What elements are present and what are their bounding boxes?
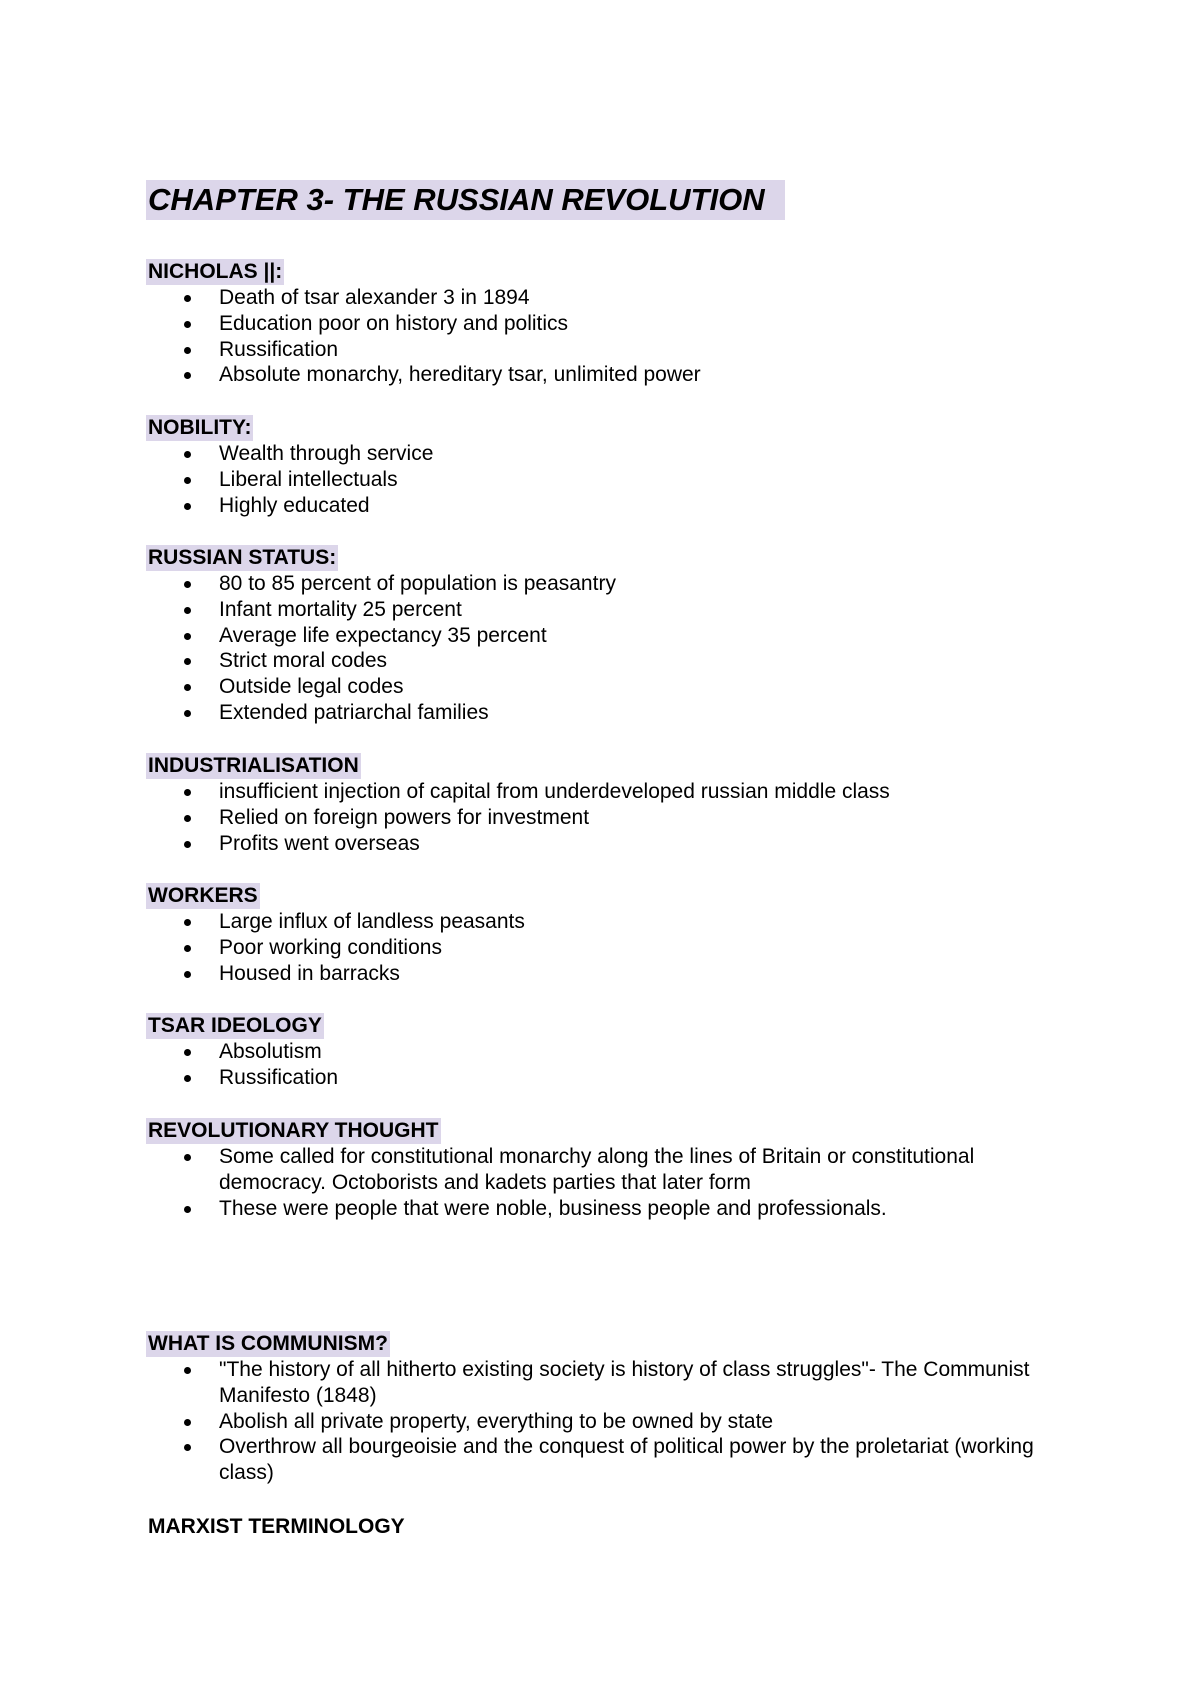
list-item (146, 961, 1066, 987)
bullet-icon (184, 607, 191, 614)
bullet-icon (184, 684, 191, 691)
list-item-text: Outside legal codes (219, 675, 404, 699)
bullet-icon (184, 451, 191, 458)
bullet-icon (184, 633, 191, 640)
bullet-icon (184, 919, 191, 926)
section-heading: NOBILITY: (148, 416, 252, 439)
section-russian-status (146, 545, 1066, 726)
section-tsar-ideology (146, 1013, 1066, 1091)
section-heading: MARXIST TERMINOLOGY (148, 1515, 405, 1538)
list-item (146, 1196, 1066, 1222)
list-item-text: insufficient injection of capital from underdeveloped russian middle class (219, 780, 890, 803)
list-item-text: Average life expectancy 35 percent (219, 623, 547, 647)
list-item (146, 441, 1066, 467)
bullet-list (146, 1039, 1066, 1091)
list-item-text: Russification (219, 1065, 339, 1089)
bullet-icon (184, 841, 191, 848)
bullet-icon (184, 295, 191, 302)
section-heading: REVOLUTIONARY THOUGHT (148, 1119, 439, 1142)
section-heading: RUSSIAN STATUS: (148, 546, 337, 569)
bullet-icon (184, 581, 191, 588)
bullet-list (146, 909, 1066, 986)
list-item (146, 648, 1066, 674)
list-item (146, 597, 1066, 623)
bullet-list (146, 1357, 1066, 1486)
bullet-icon (184, 1154, 191, 1161)
bullet-icon (184, 1206, 191, 1213)
bullet-icon (184, 789, 191, 796)
section-heading: TSAR IDEOLOGY (148, 1014, 322, 1037)
bullet-list (146, 285, 1066, 388)
list-item-text: Extended patriarchal families (219, 700, 489, 724)
bullet-icon (184, 372, 191, 379)
list-item (146, 1434, 1066, 1486)
list-item (146, 623, 1066, 649)
list-item (146, 805, 1066, 831)
bullet-icon (184, 1419, 191, 1426)
section-marxist-terminology (146, 1514, 1066, 1540)
document-title: CHAPTER 3- THE RUSSIAN REVOLUTION (146, 180, 785, 220)
bullet-list (146, 441, 1066, 518)
list-item (146, 779, 1066, 805)
bullet-icon (184, 477, 191, 484)
section-industrialisation (146, 753, 1066, 856)
list-item-text: Some called for constitutional monarchy along the lines of Britain or constitutional democracy. Octoborists and kadets parties that later form (219, 1145, 975, 1194)
list-item (146, 467, 1066, 493)
bullet-list (146, 571, 1066, 726)
list-item (146, 1357, 1066, 1409)
list-item-text: Relied on foreign powers for investment (219, 805, 590, 829)
list-item-text: Russification (219, 337, 339, 361)
list-item (146, 285, 1066, 311)
list-item-text: 80 to 85 percent of population is peasantry (219, 572, 616, 595)
list-item-text: Liberal intellectuals (219, 467, 398, 491)
list-item-text: These were people that were noble, business people and professionals. (219, 1196, 887, 1220)
list-item (146, 1039, 1066, 1065)
list-item (146, 1065, 1066, 1091)
list-item-text: "The history of all hitherto existing society is history of class struggles"- The Communist Manifesto (1848) (219, 1358, 1030, 1407)
bullet-icon (184, 971, 191, 978)
section-revolutionary-thought (146, 1118, 1066, 1221)
list-item-text: Wealth through service (219, 442, 434, 465)
bullet-icon (184, 1049, 191, 1056)
section-nobility (146, 415, 1066, 518)
bullet-list (146, 1144, 1066, 1221)
list-item-text: Death of tsar alexander 3 in 1894 (219, 286, 530, 309)
section-heading: NICHOLAS ||: (148, 260, 283, 283)
bullet-icon (184, 945, 191, 952)
list-item-text: Abolish all private property, everything to be owned by state (219, 1409, 774, 1433)
bullet-icon (184, 710, 191, 717)
section-heading: WORKERS (148, 884, 258, 907)
list-item (146, 571, 1066, 597)
bullet-icon (184, 658, 191, 665)
list-item (146, 1409, 1066, 1435)
list-item-text: Highly educated (219, 493, 370, 517)
list-item (146, 311, 1066, 337)
section-heading: WHAT IS COMMUNISM? (148, 1332, 388, 1355)
bullet-icon (184, 503, 191, 510)
bullet-icon (184, 321, 191, 328)
list-item (146, 909, 1066, 935)
list-item-text: Strict moral codes (219, 649, 388, 673)
bullet-icon (184, 1444, 191, 1451)
list-item-text: Infant mortality 25 percent (219, 597, 462, 621)
list-item (146, 362, 1066, 388)
list-item (146, 700, 1066, 726)
list-item-text: Overthrow all bourgeoisie and the conquest of political power by the proletariat (working class) (219, 1435, 1034, 1485)
list-item (146, 493, 1066, 519)
bullet-icon (184, 815, 191, 822)
list-item-text: Large influx of landless peasants (219, 910, 525, 933)
section-heading: INDUSTRIALISATION (148, 754, 359, 777)
section-workers (146, 883, 1066, 986)
list-item-text: Poor working conditions (219, 935, 442, 959)
bullet-list (146, 779, 1066, 856)
section-nicholas (146, 259, 1066, 388)
list-item-text: Housed in barracks (219, 961, 400, 985)
list-item-text: Absolutism (219, 1040, 322, 1063)
bullet-icon (184, 1075, 191, 1082)
list-item (146, 935, 1066, 961)
bullet-icon (184, 347, 191, 354)
list-item-text: Education poor on history and politics (219, 311, 569, 335)
list-item-text: Absolute monarchy, hereditary tsar, unlimited power (219, 363, 701, 387)
list-item (146, 1144, 1066, 1196)
list-item (146, 831, 1066, 857)
list-item-text: Profits went overseas (219, 831, 420, 855)
bullet-icon (184, 1367, 191, 1374)
section-what-is-communism (146, 1331, 1066, 1486)
list-item (146, 674, 1066, 700)
list-item (146, 337, 1066, 363)
